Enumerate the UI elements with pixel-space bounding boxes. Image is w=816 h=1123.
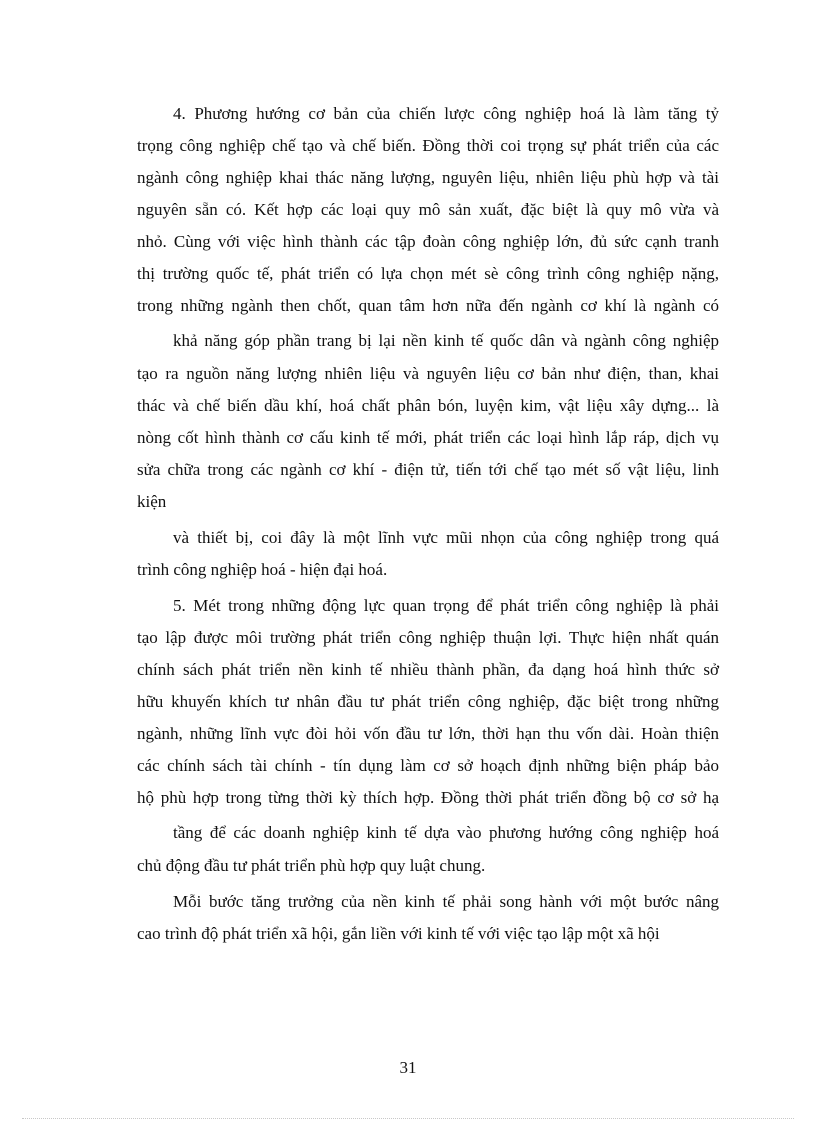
text-line: chính sách phát triển nền kinh tế nhiều thành phần, đa dạng hoá hình thức sở (137, 660, 719, 679)
text-line: chủ động đầu tư phát triển phù hợp quy luật chung. (137, 856, 486, 875)
text-line: trọng công nghiệp chế tạo và chế biến. Đồng thời coi trọng sự phát triển của các (137, 136, 719, 155)
text-line: khả năng góp phần trang bị lại nền kinh tế quốc dân và ngành công nghiệp (173, 331, 719, 350)
text-line: các chính sách tài chính - tín dụng làm cơ sở hoạch định những biện pháp bảo (137, 756, 719, 775)
text-line: nhỏ. Cùng với việc hình thành các tập đoàn công nghiệp lớn, đủ sức cạnh tranh (137, 232, 719, 251)
page-number: 31 (399, 1058, 417, 1077)
text-line: cao trình độ phát triển xã hội, gắn liền với kinh tế với việc tạo lập một xã hội (137, 924, 660, 943)
text-line: tầng để các doanh nghiệp kinh tế dựa vào phương hướng công nghiệp hoá (173, 823, 719, 842)
text-line: 5. Mét trong những động lực quan trọng để phát triển công nghiệp là phải (173, 596, 719, 615)
text-line: tạo lập được môi trường phát triển công nghiệp thuận lợi. Thực hiện nhất quán (137, 628, 719, 647)
text-line: và thiết bị, coi đây là một lĩnh vực mũi nhọn của công nghiệp trong quá (173, 528, 719, 547)
text-line: 4. Phương hướng cơ bản của chiến lược công nghiệp hoá là làm tăng tỷ (173, 104, 719, 123)
text-line: hữu khuyến khích tư nhân đầu tư phát triển công nghiệp, đặc biệt trong những (137, 692, 719, 711)
text-line: trình công nghiệp hoá - hiện đại hoá. (137, 560, 388, 579)
text-line: tạo ra nguồn năng lượng nhiên liệu và nguyên liệu cơ bản như điện, than, khai (137, 364, 719, 383)
page-bottom-border (22, 1118, 794, 1119)
text-line: nòng cốt hình thành cơ cấu kinh tế mới, phát triển các loại hình lắp ráp, dịch vụ (137, 428, 719, 447)
text-line: nguyên sẵn có. Kết hợp các loại quy mô sản xuất, đặc biệt là quy mô vừa và (137, 200, 719, 219)
text-line: hộ phù hợp trong từng thời kỳ thích hợp. Đồng thời phát triển đồng bộ cơ sở hạ (137, 788, 719, 807)
text-line: sửa chữa trong các ngành cơ khí - điện tử, tiến tới chế tạo mét số vật liệu, linh (137, 460, 719, 479)
text-line: kiện (137, 492, 167, 511)
text-line: thác và chế biến dầu khí, hoá chất phân bón, luyện kim, vật liệu xây dựng... là (137, 396, 719, 415)
text-line: ngành công nghiệp khai thác năng lượng, nguyên liệu, nhiên liệu phù hợp và tài (137, 168, 719, 187)
text-line: thị trường quốc tế, phát triển có lựa chọn mét sè công trình công nghiệp nặng, (137, 264, 719, 283)
text-line: ngành, những lĩnh vực đòi hỏi vốn đầu tư lớn, thời hạn thu vốn dài. Hoàn thiện (137, 724, 719, 743)
text-line: trong những ngành then chốt, quan tâm hơn nữa đến ngành cơ khí là ngành có (137, 296, 719, 315)
text-line: Mỗi bước tăng trưởng của nền kinh tế phải song hành với một bước nâng (173, 892, 719, 911)
